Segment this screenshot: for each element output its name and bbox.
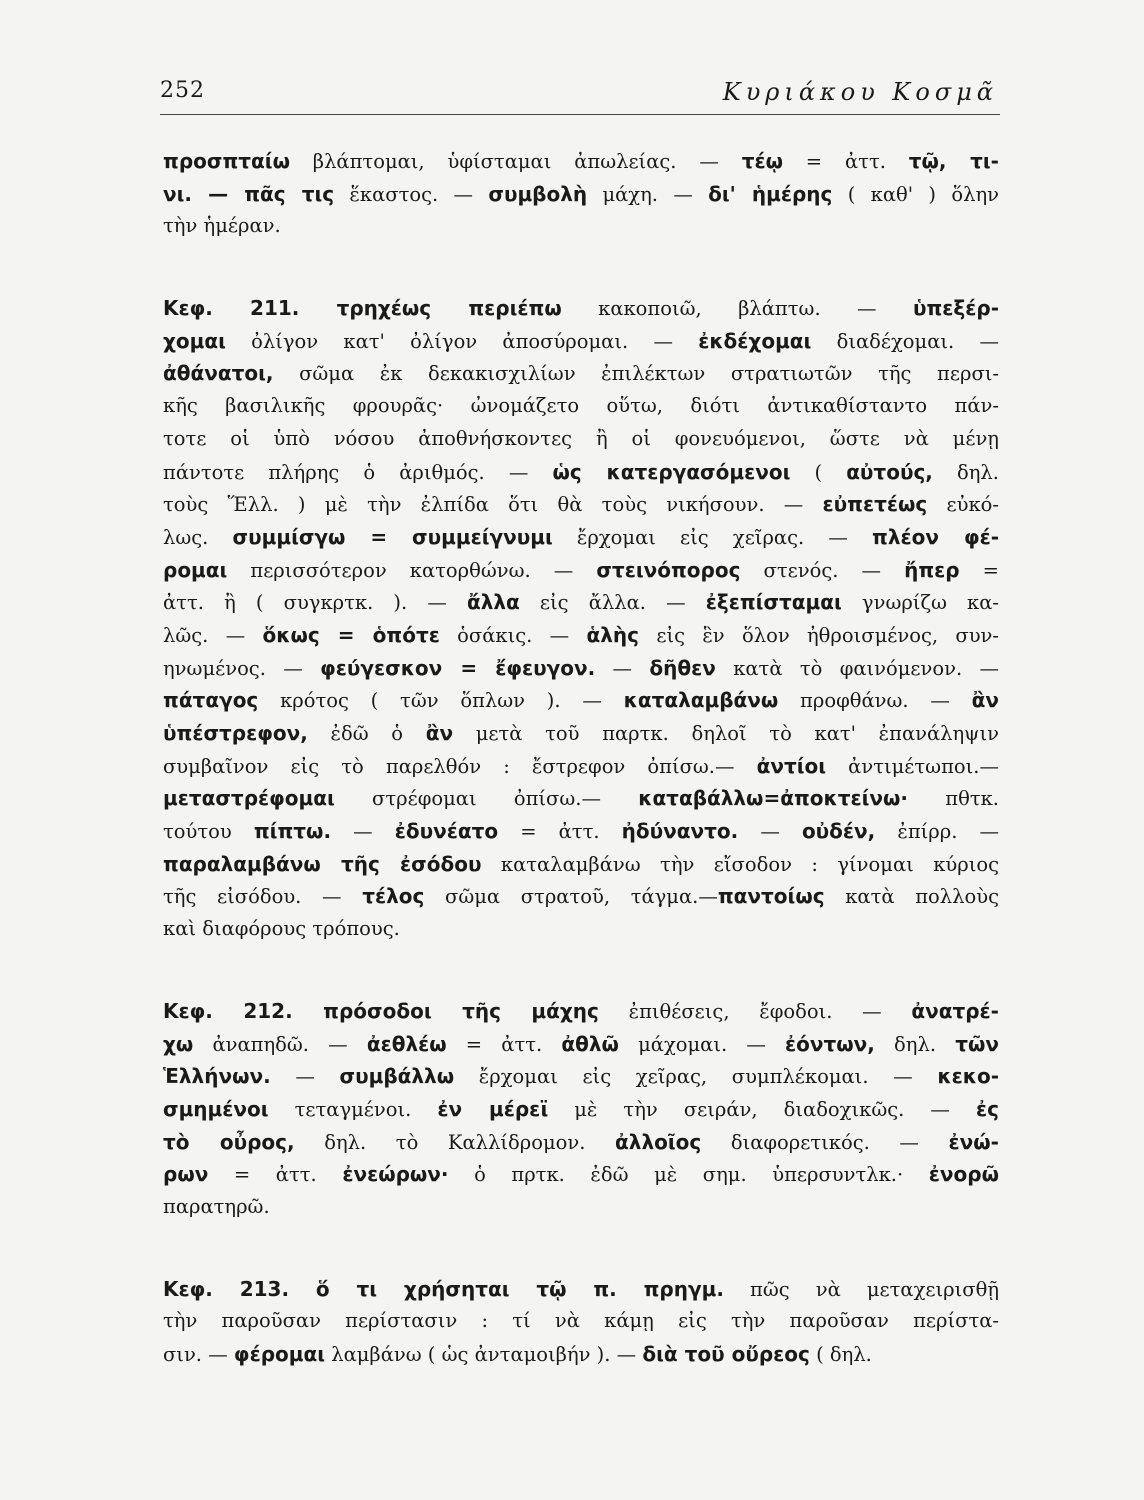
text-line: τὴν ἡμέραν.	[163, 214, 281, 238]
headword: σμημένοι	[163, 1096, 269, 1121]
text-line: ἀττ. ἢ ( συγκρτκ. ). — ἄλλα εἰς ἄλλα. — ἐξεπίσταμαι γνωρίζω κα-	[163, 590, 999, 615]
headword: ἐς	[976, 1096, 999, 1121]
headword: αὐτούς,	[846, 459, 933, 484]
headword: τῶν	[955, 1031, 999, 1056]
text-line: λως. συμμίσγω = συμμείγνυμι ἔρχομαι εἰς χεῖρας. — πλέον φέ-	[163, 524, 999, 549]
text-line: μεταστρέφομαι στρέφομαι ὀπίσω.— καταβάλλω=ἀποκτείνω· πθτκ.	[163, 786, 999, 811]
headword: Κεφ. 211. τρηχέως περιέπω	[163, 296, 562, 321]
headword: συμβάλλω	[339, 1064, 455, 1089]
headword: πάταγος	[163, 688, 259, 713]
text-line: χομαι ὀλίγον κατ' ὀλίγον ἀποσύρομαι. — ἐκδέχομαι διαδέχομαι. —	[163, 328, 999, 353]
headword: νι. — πᾶς τις	[163, 181, 335, 206]
headword: ἐδυνέατο	[394, 819, 499, 844]
headword: τέῳ	[741, 149, 783, 173]
headword: συμμίσγω = συμμείγνυμι	[232, 524, 553, 549]
headword: ἀεθλέω	[366, 1031, 447, 1056]
headword: ἐνώ-	[948, 1129, 999, 1154]
headword: κεκο-	[937, 1064, 999, 1089]
headword: εὐπετέως	[822, 492, 928, 517]
headword: ἐνεώρων·	[342, 1162, 449, 1187]
headword: καταλαμβάνω	[623, 688, 779, 713]
text-line: συμβαῖνον εἰς τὸ παρελθόν : ἔστρεφον ὀπίσω.— ἀντίοι ἀντιμέτωποι.—	[163, 753, 999, 778]
text-line: σιν. — φέρομαι λαμβάνω ( ὡς ἀνταμοιβήν ). — διὰ τοῦ οὔρεος ( δηλ.	[163, 1342, 872, 1366]
paragraph-chapter-211	[163, 292, 999, 946]
headword: πίπτω.	[253, 819, 332, 844]
headword: παντοίως	[717, 884, 825, 909]
headword: ἤπερ	[904, 557, 960, 582]
headword: Κεφ. 213. ὅ τι χρήσηται τῷ π. πρηγμ.	[163, 1276, 724, 1301]
headword: προσπταίω	[163, 149, 290, 173]
text-line: σμημένοι τεταγμένοι. ἐν μέρεϊ μὲ τὴν σειράν, διαδοχικῶς. — ἐς	[163, 1096, 999, 1121]
headword: ἁλὴς	[586, 622, 640, 647]
text-line: λῶς. — ὅκως = ὁπότε ὁσάκις. — ἁλὴς εἰς ἓν ὅλον ἠθροισμένος, συν-	[163, 622, 999, 647]
text-line: ηνωμένος. — φεύγεσκον = ἔφευγον. — δῆθεν κατὰ τὸ φαινόμενον. —	[163, 655, 999, 680]
headword: ἀθλῶ	[561, 1031, 619, 1056]
headword: ἀντίοι	[756, 753, 827, 778]
headword: μεταστρέφομαι	[163, 786, 335, 811]
text-line: παρατηρῶ.	[163, 1194, 270, 1218]
headword: πλέον φέ-	[872, 524, 999, 549]
headword: τέλος	[362, 884, 425, 909]
headword: ὑπέστρεφον,	[163, 721, 308, 745]
paragraph-chapter-213	[163, 1273, 999, 1371]
text-line: ρομαι περισσότερον κατορθώνω. — στεινόπορος στενός. — ἤπερ =	[163, 557, 999, 582]
text-line: προσπταίω βλάπτομαι, ὑφίσταμαι ἀπωλείας. — τέῳ = ἀττ. τῷ, τι-	[163, 149, 999, 173]
headword: ρομαι	[163, 557, 228, 582]
headword: χω	[163, 1031, 194, 1056]
headword: ὑπεξέρ-	[912, 296, 999, 321]
headword: ἐνορῶ	[928, 1162, 999, 1187]
text-line: Κεφ. 211. τρηχέως περιέπω κακοποιῶ, βλάπτω. — ὑπεξέρ-	[163, 296, 999, 321]
page-header	[160, 78, 1000, 115]
text-line: τούτου πίπτω. — ἐδυνέατο = ἀττ. ἠδύναντο. — οὐδέν, ἐπίρρ. —	[163, 819, 999, 844]
headword: καταβάλλω=ἀποκτείνω·	[638, 786, 908, 811]
paragraph-intro	[163, 145, 999, 243]
text-line: παραλαμβάνω τῆς ἐσόδου καταλαμβάνω τὴν εἴσοδον : γίνομαι κύριος	[163, 851, 999, 876]
headword: στεινόπορος	[596, 557, 741, 582]
headword: ἐόντων,	[785, 1031, 875, 1056]
headword: ἀθάνατοι,	[163, 361, 274, 386]
text-line: Κεφ. 213. ὅ τι χρήσηται τῷ π. πρηγμ. πῶς νὰ μεταχειρισθῇ	[163, 1276, 999, 1301]
headword: ἀλλοῖος	[615, 1129, 702, 1154]
paragraph-gap	[163, 243, 999, 292]
headword: ἄλλα	[467, 590, 520, 615]
commentary-text	[163, 145, 999, 1371]
headword: ρων	[163, 1162, 209, 1187]
text-line: τοτε οἱ ὑπὸ νόσου ἀποθνήσκοντες ἢ οἱ φονευόμενοι, ὥστε νὰ μένῃ	[163, 426, 999, 450]
headword: ἀνατρέ-	[911, 998, 999, 1023]
text-line: νι. — πᾶς τις ἕκαστος. — συμβολὴ μάχη. — δι' ἡμέρης ( καθ' ) ὅλην	[163, 181, 999, 206]
headword: οὐδέν,	[801, 819, 876, 844]
headword: τῷ, τι-	[908, 149, 999, 173]
headword: ἐκδέχομαι	[698, 328, 812, 353]
text-line: ἀθάνατοι, σῶμα ἐκ δεκακισχιλίων ἐπιλέκτων στρατιωτῶν τῆς περσι-	[163, 361, 999, 386]
text-line: κῆς βασιλικῆς φρουρᾶς· ὠνομάζετο οὕτω, διότι ἀντικαθίσταντο πάν-	[163, 394, 999, 418]
headword: ἐν μέρεϊ	[437, 1096, 549, 1121]
headword: ἐξεπίσταμαι	[705, 590, 842, 615]
headword: ὅκως = ὁπότε	[262, 622, 440, 647]
headword: δῆθεν	[649, 655, 716, 680]
text-line: πάταγος κρότος ( τῶν ὅπλων ). — καταλαμβάνω προφθάνω. — ἂν	[163, 688, 999, 713]
paragraph-gap	[163, 946, 999, 995]
running-head: Κυριάκου Κοσμᾶ	[722, 78, 998, 106]
headword: ἂν	[425, 721, 454, 745]
paragraph-gap	[163, 1224, 999, 1273]
headword: ἂν	[971, 688, 999, 713]
text-line: πάντοτε πλήρης ὁ ἀριθμός. — ὡς κατεργασόμενοι ( αὐτούς, δηλ.	[163, 459, 999, 484]
headword: δι' ἡμέρης	[708, 181, 833, 206]
text-line: τὴν παροῦσαν περίστασιν : τί νὰ κάμῃ εἰς τὴν παροῦσαν περίστα-	[163, 1309, 999, 1333]
text-line: χω ἀναπηδῶ. — ἀεθλέω = ἀττ. ἀθλῶ μάχομαι. — ἐόντων, δηλ. τῶν	[163, 1031, 999, 1056]
headword: χομαι	[163, 328, 226, 353]
text-line: τὸ οὖρος, δηλ. τὸ Καλλίδρομον. ἀλλοῖος διαφορετικός. — ἐνώ-	[163, 1129, 999, 1154]
headword: Ἑλλήνων.	[163, 1064, 271, 1089]
page-number: 252	[160, 78, 205, 103]
text-line: Κεφ. 212. πρόσοδοι τῆς μάχης ἐπιθέσεις, ἔφοδοι. — ἀνατρέ-	[163, 998, 999, 1023]
text-line: τοὺς Ἕλλ. ) μὲ τὴν ἐλπίδα ὅτι θὰ τοὺς νικήσουν. — εὐπετέως εὐκό-	[163, 492, 999, 517]
headword: τὸ οὖρος,	[163, 1129, 295, 1154]
text-line: τῆς εἰσόδου. — τέλος σῶμα στρατοῦ, τάγμα.—παντοίως κατὰ πολλοὺς	[163, 884, 999, 909]
headword: φέρομαι	[233, 1342, 326, 1366]
headword: συμβολὴ	[488, 181, 588, 206]
headword: παραλαμβάνω τῆς ἐσόδου	[163, 851, 482, 876]
text-line: ρων = ἀττ. ἐνεώρων· ὁ πρτκ. ἐδῶ μὲ σημ. ὑπερσυντλκ.· ἐνορῶ	[163, 1162, 999, 1187]
headword: διὰ τοῦ οὔρεος	[642, 1342, 810, 1366]
text-line: Ἑλλήνων. — συμβάλλω ἔρχομαι εἰς χεῖρας, συμπλέκομαι. — κεκο-	[163, 1064, 999, 1089]
text-line: καὶ διαφόρους τρόπους.	[163, 917, 400, 941]
text-line: ὑπέστρεφον, ἐδῶ ὁ ἂν μετὰ τοῦ παρτκ. δηλοῖ τὸ κατ' ἐπανάληψιν	[163, 721, 999, 745]
paragraph-chapter-212	[163, 995, 999, 1224]
headword: ὡς κατεργασόμενοι	[552, 459, 791, 484]
headword: ἠδύναντο.	[621, 819, 739, 844]
headword: φεύγεσκον = ἔφευγον.	[320, 655, 596, 680]
headword: Κεφ. 212. πρόσοδοι τῆς μάχης	[163, 998, 599, 1023]
